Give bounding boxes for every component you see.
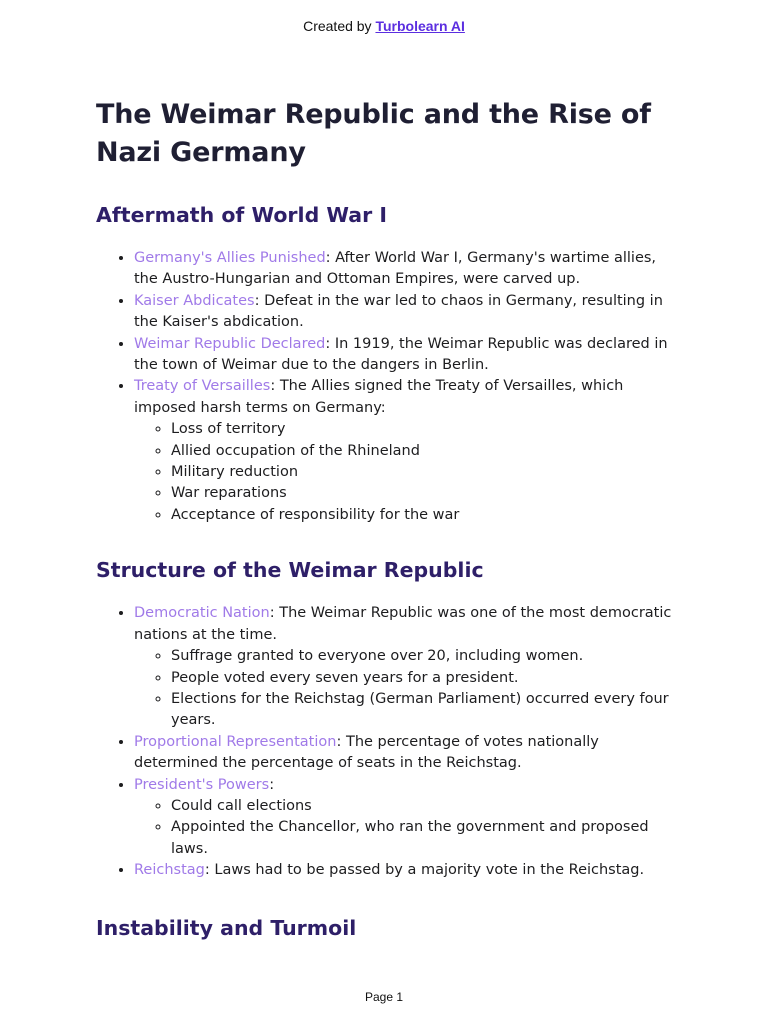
term-label: Treaty of Versailles [134, 378, 271, 395]
term-label: President's Powers [134, 776, 270, 793]
turbolearn-link[interactable]: Turbolearn AI [375, 18, 465, 34]
term-label: Germany's Allies Punished [134, 250, 326, 266]
president-powers-list [134, 796, 676, 860]
item-text: : Laws had to be passed by a majority vote in the Reichstag. [204, 862, 645, 879]
term-label: Proportional Representation [134, 733, 337, 750]
item-text: : The Allies signed the Treaty of Versailles, which imposed harsh terms on Germany: [134, 378, 624, 416]
sub-list-item: ◦ Could call elections [171, 796, 676, 817]
sub-list-item: ◦ Suffrage granted to everyone over 20, including women. [171, 646, 676, 667]
term-label: Kaiser Abdicates [134, 292, 255, 309]
section-heading-structure: Structure of the Weimar Republic [96, 558, 484, 583]
item-text: : After World War I, Germany's wartime allies, the Austro-Hungarian and Ottoman Empires, were carved up. [134, 250, 657, 288]
credit-prefix: Created by [303, 18, 376, 34]
item-text: : In 1919, the Weimar Republic was declared in the town of Weimar due to the dangers in Berlin. [134, 335, 668, 374]
page-title: The Weimar Republic and the Rise of Nazi Germany [96, 99, 651, 168]
democratic-details-list [134, 646, 676, 732]
section-heading-instability: Instability and Turmoil [96, 915, 357, 940]
item-text: : [269, 776, 275, 793]
sub-list-item: ◦ People voted every seven years for a president. [171, 668, 676, 689]
sub-list-item: ◦ Elections for the Reichstag (German Parliament) occurred every four years. [171, 689, 676, 732]
sub-list-item: ◦ War reparations [171, 483, 676, 504]
list-item [134, 732, 676, 775]
list-item [134, 291, 676, 334]
list-item [134, 860, 676, 881]
list-item [134, 603, 676, 731]
sub-list-item: ◦ Military reduction [171, 462, 676, 483]
sub-list-item: ◦ Appointed the Chancellor, who ran the government and proposed laws. [171, 817, 676, 860]
list-item [134, 775, 676, 861]
structure-list [96, 603, 676, 881]
list-item [134, 334, 676, 377]
term-label: Weimar Republic Declared [134, 335, 326, 352]
credit-line [0, 18, 768, 34]
list-item [134, 376, 676, 526]
versailles-terms-list [134, 419, 676, 526]
list-item [134, 248, 676, 291]
item-text: : The percentage of votes nationally determined the percentage of seats in the Reichstag. [134, 733, 599, 772]
item-text: : The Weimar Republic was one of the most democratic nations at the time. [134, 605, 672, 643]
sub-list-item: ◦ Acceptance of responsibility for the war [171, 505, 676, 526]
document-content [96, 96, 676, 942]
aftermath-list [96, 248, 676, 526]
term-label: Reichstag [134, 862, 205, 879]
term-label: Democratic Nation [134, 605, 270, 622]
sub-list-item: ◦ Loss of territory [171, 419, 676, 440]
item-text: : Defeat in the war led to chaos in Germany, resulting in the Kaiser's abdication. [134, 292, 663, 331]
section-heading-aftermath: Aftermath of World War I [96, 203, 387, 227]
page-number: Page 1 [364, 990, 404, 1004]
sub-list-item: ◦ Allied occupation of the Rhineland [171, 441, 676, 462]
